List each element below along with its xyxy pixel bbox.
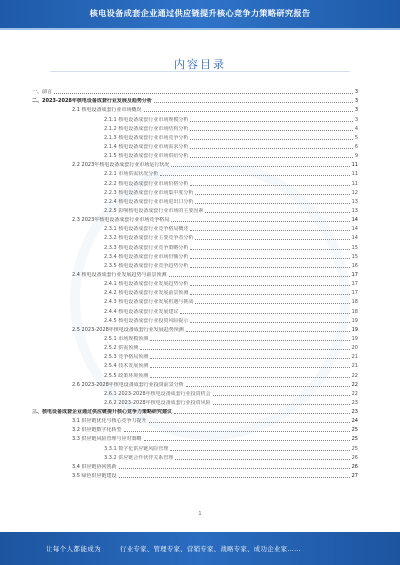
toc-entry[interactable] (32, 324, 358, 333)
toc-leader-dots (119, 463, 350, 469)
footer-roles: 行业专家、管理专家、营销专家、战略专家、成功企业家…… (120, 545, 301, 553)
toc-entry-label: 二、2023-2028年核电设备成套行业发展及趋势分析 (32, 98, 152, 105)
toc-leader-dots (186, 326, 350, 332)
toc-leader-dots (140, 344, 349, 350)
toc-entry-label: 三、核电设备成套企业通过供应链提升核心竞争力策略研究建议 (32, 409, 173, 416)
toc-entry-label: 2.2.2 核电设备成套行业市场价格分析 (104, 180, 189, 187)
toc-entry-page: 22 (351, 381, 358, 388)
toc-entry-page: 17 (351, 290, 358, 297)
toc-leader-dots (190, 134, 352, 140)
toc-entry[interactable] (32, 205, 358, 214)
toc-leader-dots (150, 353, 349, 359)
toc-entry[interactable] (32, 168, 358, 177)
toc-entry-page: 5 (354, 134, 358, 141)
toc-entry-page: 20 (351, 345, 358, 352)
toc-entry-page: 13 (351, 198, 358, 205)
toc-entry[interactable] (32, 442, 358, 451)
toc-entry-label: 2.5.4 技术发展预测 (104, 363, 149, 370)
toc-entry-label: 2.2.5 影响核电设备成套行业市场的主要因素 (104, 207, 204, 214)
toc-leader-dots (205, 207, 349, 213)
toc-entry-label: 2.6.1 2023-2028年核电设备成套行业投资机会 (104, 390, 211, 397)
toc-leader-dots (175, 454, 349, 460)
toc-heading-underline (50, 71, 350, 72)
toc-entry-page: 17 (351, 281, 358, 288)
toc-leader-dots (195, 234, 349, 240)
toc-entry-page: 3 (354, 107, 358, 114)
toc-entry[interactable] (32, 333, 358, 342)
toc-entry[interactable] (32, 305, 358, 314)
toc-entry[interactable] (32, 104, 358, 113)
toc-entry[interactable] (32, 150, 358, 159)
toc-leader-dots (190, 116, 352, 122)
toc-entry[interactable] (32, 315, 358, 324)
toc-entry-label: 2.1.2 核电设备成套行业市场结构分析 (104, 125, 189, 132)
toc-leader-dots (195, 189, 349, 195)
toc-entry[interactable] (32, 360, 358, 369)
toc-leader-dots (54, 88, 353, 94)
table-of-contents (32, 86, 358, 479)
toc-leader-dots (190, 262, 349, 268)
toc-leader-dots (150, 362, 349, 368)
toc-entry-page: 9 (354, 153, 358, 160)
toc-entry-page: 18 (351, 299, 358, 306)
toc-entry-page: 21 (351, 363, 358, 370)
toc-leader-dots (171, 216, 349, 222)
toc-entry[interactable] (32, 452, 358, 461)
toc-entry[interactable] (32, 251, 358, 260)
document-title: 核电设备成套企业通过供应链提升核心竞争力策略研究报告 (89, 8, 311, 18)
toc-entry-label: 2.4.4 核电设备成套行业发展建议 (104, 308, 179, 315)
toc-entry[interactable] (32, 196, 358, 205)
toc-leader-dots (190, 244, 349, 250)
toc-entry-label: 2.3.2 核电设备成套行业主要竞争者分析 (104, 235, 194, 242)
toc-entry-label: 2.3.1 核电设备成套行业竞争格局概述 (104, 226, 189, 233)
toc-entry-label: 2.4 核电设备成套行业发展趋势与前景预测 (72, 271, 167, 278)
toc-leader-dots (213, 390, 350, 396)
toc-entry-page: 23 (351, 409, 358, 416)
toc-leader-dots (190, 143, 352, 149)
toc-entry[interactable] (32, 132, 358, 141)
toc-leader-dots (180, 308, 349, 314)
toc-entry-page: 21 (351, 354, 358, 361)
toc-entry-page: 17 (351, 271, 358, 278)
toc-entry[interactable] (32, 260, 358, 269)
toc-entry-label: 2.3 2023年核电设备成套行业市场竞争格局 (72, 217, 170, 224)
toc-entry-label: 2.4.5 核电设备成套行业投资风险提示 (104, 317, 189, 324)
toc-entry-page: 14 (351, 226, 358, 233)
page-number: 1 (198, 511, 202, 517)
toc-entry[interactable] (32, 141, 358, 150)
toc-entry-label: 3.3.2 供应链合作伙伴关系管理 (104, 454, 174, 461)
toc-entry[interactable] (32, 287, 358, 296)
toc-leader-dots (190, 280, 349, 286)
toc-entry-label: 2.2 2023年核电设备成套行业市场运行状况 (72, 162, 170, 169)
toc-entry-label: 2.5.3 竞争格局预测 (104, 354, 149, 361)
toc-entry-label: 3.5 绿色供应链建设 (72, 473, 117, 480)
toc-leader-dots (190, 225, 349, 231)
toc-entry[interactable] (32, 232, 358, 241)
toc-entry-label: 2.1.3 核电设备成套行业市场竞争分析 (104, 134, 189, 141)
toc-entry-label: 3.1 供应链优化与核心竞争力提升 (72, 418, 147, 425)
toc-entry-page: 3 (354, 98, 358, 105)
toc-entry-page: 4 (354, 125, 358, 132)
toc-leader-dots (190, 180, 349, 186)
toc-entry-label: 2.6.2 2023-2028年核电设备成套行业投资风险 (104, 399, 211, 406)
toc-entry-label: 2.3.4 核电设备成套行业市场份额分析 (104, 253, 189, 260)
toc-entry-label: 2.5.5 政策环境预测 (104, 372, 149, 379)
toc-leader-dots (186, 381, 350, 387)
toc-leader-dots (190, 152, 352, 158)
header-banner (0, 0, 400, 28)
toc-entry-label: 2.2.1 市场供需状况分析 (104, 171, 159, 178)
toc-leader-dots (124, 426, 350, 432)
toc-entry-label: 一、前言 (32, 89, 53, 96)
toc-entry-label: 3.3.1 数字化供应链风险管理 (104, 445, 169, 452)
toc-entry[interactable] (32, 95, 358, 104)
toc-leader-dots (160, 170, 349, 176)
toc-entry[interactable] (32, 113, 358, 122)
toc-leader-dots (190, 125, 352, 131)
toc-entry-label: 3.2 供应链数字化转型 (72, 427, 122, 434)
toc-entry-label: 2.5.1 市场规模预测 (104, 335, 149, 342)
toc-entry-label: 3.4 供应链协同创新 (72, 463, 117, 470)
toc-entry[interactable] (32, 379, 358, 388)
toc-entry[interactable] (32, 241, 358, 250)
toc-entry[interactable] (32, 278, 358, 287)
toc-entry[interactable] (32, 214, 358, 223)
toc-entry-label: 2.1.1 核电设备成套行业市场规模分析 (104, 116, 189, 123)
toc-entry-page: 25 (351, 445, 358, 452)
toc-leader-dots (190, 317, 349, 323)
toc-leader-dots (144, 106, 353, 112)
toc-entry[interactable] (32, 424, 358, 433)
toc-entry-page: 26 (351, 454, 358, 461)
toc-entry[interactable] (32, 433, 358, 442)
toc-leader-dots (144, 435, 350, 441)
footer-slogan: 让每个人都能成为 (46, 545, 102, 553)
toc-entry-page: 16 (351, 262, 358, 269)
footer-banner (0, 532, 400, 565)
toc-leader-dots (150, 372, 349, 378)
toc-leader-dots (190, 253, 349, 259)
toc-entry-page: 11 (351, 162, 358, 169)
toc-entry[interactable] (32, 388, 358, 397)
toc-entry-page: 24 (351, 418, 358, 425)
toc-entry-label: 2.3.5 核电设备成套行业竞争趋势分析 (104, 262, 189, 269)
toc-leader-dots (154, 97, 353, 103)
toc-entry[interactable] (32, 397, 358, 406)
toc-entry-page: 11 (351, 180, 358, 187)
toc-leader-dots (195, 198, 349, 204)
toc-entry[interactable] (32, 187, 358, 196)
toc-entry-page: 19 (351, 326, 358, 333)
toc-entry-page: 14 (351, 235, 358, 242)
toc-entry[interactable] (32, 342, 358, 351)
toc-leader-dots (149, 417, 350, 423)
toc-entry-page: 25 (351, 436, 358, 443)
toc-entry-label: 2.4.1 核电设备成套行业发展趋势分析 (104, 281, 189, 288)
toc-entry-page: 23 (351, 399, 358, 406)
toc-entry[interactable] (32, 351, 358, 360)
toc-entry[interactable] (32, 369, 358, 378)
toc-entry[interactable] (32, 461, 358, 470)
toc-entry-page: 3 (354, 116, 358, 123)
toc-entry-page: 26 (351, 463, 358, 470)
toc-entry-page: 3 (354, 89, 358, 96)
toc-entry-page: 19 (351, 335, 358, 342)
toc-leader-dots (174, 408, 350, 414)
toc-leader-dots (169, 271, 350, 277)
toc-entry-page: 12 (351, 189, 358, 196)
toc-entry-label: 2.3.3 核电设备成套行业竞争策略分析 (104, 244, 189, 251)
toc-entry-page: 19 (351, 317, 358, 324)
header-divider (0, 28, 400, 30)
toc-entry-page: 11 (351, 171, 358, 178)
toc-entry-page: 22 (351, 372, 358, 379)
toc-entry-label: 2.2.4 核电设备成套行业市场进出口分析 (104, 198, 194, 205)
toc-entry[interactable] (32, 223, 358, 232)
toc-leader-dots (213, 399, 350, 405)
toc-entry-label: 2.5.2 供需预测 (104, 345, 139, 352)
toc-entry-label: 2.1.5 核电设备成套行业市场供给分析 (104, 153, 189, 160)
toc-entry[interactable] (32, 415, 358, 424)
toc-entry[interactable] (32, 123, 358, 132)
toc-leader-dots (195, 298, 349, 304)
toc-entry-label: 3.3 供应链风险管理与应对策略 (72, 436, 142, 443)
toc-entry[interactable] (32, 159, 358, 168)
toc-entry[interactable] (32, 86, 358, 95)
toc-entry-label: 2.6 2023-2028年核电设备成套行业投资前景分析 (72, 381, 184, 388)
toc-leader-dots (171, 161, 349, 167)
toc-entry[interactable] (32, 470, 358, 479)
toc-entry-label: 2.1.4 核电设备成套行业市场需求分析 (104, 143, 189, 150)
toc-entry-page: 27 (351, 473, 358, 480)
toc-entry-page: 6 (354, 143, 358, 150)
toc-entry-label: 2.1 核电设备成套行业市场概况 (72, 107, 142, 114)
toc-entry-page: 18 (351, 308, 358, 315)
toc-entry-label: 2.4.2 核电设备成套行业发展前景预测 (104, 290, 189, 297)
toc-leader-dots (119, 472, 350, 478)
toc-entry[interactable] (32, 177, 358, 186)
toc-entry-page: 15 (351, 253, 358, 260)
toc-entry-label: 2.2.3 核电设备成套行业市场集中度分析 (104, 189, 194, 196)
toc-leader-dots (150, 335, 349, 341)
toc-heading: 内容目录 (174, 58, 226, 71)
toc-entry-page: 13 (351, 207, 358, 214)
toc-entry-page: 15 (351, 244, 358, 251)
toc-entry[interactable] (32, 296, 358, 305)
toc-entry-page: 14 (351, 217, 358, 224)
toc-entry[interactable] (32, 269, 358, 278)
toc-entry[interactable] (32, 406, 358, 415)
toc-leader-dots (190, 289, 349, 295)
toc-leader-dots (170, 445, 349, 451)
toc-entry-page: 25 (351, 427, 358, 434)
toc-entry-label: 2.5 2023-2028年核电设备成套行业发展趋势预测 (72, 326, 184, 333)
toc-entry-label: 2.4.3 核电设备成套行业发展机遇与挑战 (104, 299, 194, 306)
toc-entry-page: 22 (351, 390, 358, 397)
